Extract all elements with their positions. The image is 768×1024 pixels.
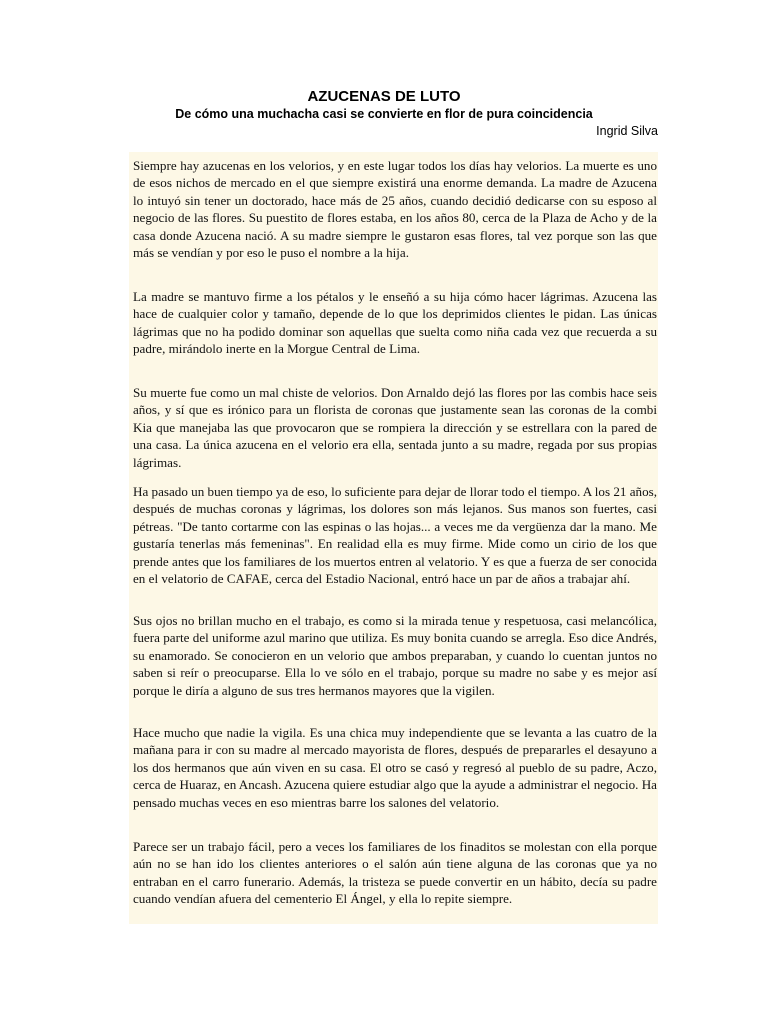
paragraph-2: La madre se mantuvo firme a los pétalos y le enseñó a su hija cómo hacer lágrimas. Azucena las hace de cualquier color y tamaño, depende de lo que los deprimidos clientes le pidan. Las únicas lágrimas que no ha podido dominar son aquellas que suelta como niña cada vez que recuerda a su padre, mirándolo inerte en la Morgue Central de Lima. xyxy=(133,289,657,357)
paragraph-5: Sus ojos no brillan mucho en el trabajo, es como si la mirada tenue y respetuosa, casi melancólica, fuera parte del uniforme azul marino que utiliza. Es muy bonita cuando se arregla. Eso dice Andrés, su enamorado. Se conocieron en un velorio que ambos preparaban, y cuando lo cuentan juntos no saben si reír o preocuparse. Ella lo ve sólo en el trabajo, porque su madre no sabe y es mejor así porque le diría a alguno de sus tres hermanos mayores que la vigilen. xyxy=(133,613,657,698)
document-title: AZUCENAS DE LUTO xyxy=(307,88,461,105)
paragraph-7: Parece ser un trabajo fácil, pero a veces los familiares de los finaditos se molestan con ella porque aún no se han ido los clientes anteriores o el salón aún tiene alguna de las coronas que ya no entraban en el carro funerario. Además, la tristeza se puede convertir en un hábito, decía su padre cuando vendían afuera del cementerio El Ángel, y ella lo repite siempre. xyxy=(133,839,657,907)
paragraph-6: Hace mucho que nadie la vigila. Es una chica muy independiente que se levanta a las cuatro de la mañana para ir con su madre al mercado mayorista de flores, después de prepararles el desayuno a los dos hermanos que aún viven en su casa. El otro se casó y regresó al pueblo de su padre, Aczo, cerca de Huaraz, en Ancash. Azucena quiere estudiar algo que la ayude a administrar el negocio. Ha pensado muchas veces en eso mientras barre los salones del velatorio. xyxy=(133,725,657,810)
author-name: Ingrid Silva xyxy=(596,124,658,138)
paragraph-1: Siempre hay azucenas en los velorios, y en este lugar todos los días hay velorios. La muerte es uno de esos nichos de mercado en el que siempre existirá una enorme demanda. La madre de Azucena lo intuyó sin tener un doctorado, hace más de 25 años, cuando decidió dedicarse con su esposo al negocio de las flores. Su puestito de flores estaba, en los años 80, cerca de la Plaza de Acho y de la casa donde Azucena nació. A su madre siempre le gustaron esas flores, tal vez porque son las que más se vendían y por eso le puso el nombre a la hija. xyxy=(133,158,657,261)
document-subtitle: De cómo una muchacha casi se convierte en flor de pura coincidencia xyxy=(175,107,593,121)
paragraph-4: Ha pasado un buen tiempo ya de eso, lo suficiente para dejar de llorar todo el tiempo. A los 21 años, después de muchas coronas y lágrimas, los dolores son más lejanos. Sus manos son fuertes, casi pétreas. "De tanto cortarme con las espinas o las hojas... a veces me da vergüenza dar la mano. Me gustaría tenerlas más femeninas". En realidad ella es muy firme. Mide como un cirio de los que prende antes que los familiares de los muertos entren al velatorio. Y es que a fuerza de ser conocida en el velatorio de CAFAE, cerca del Estadio Nacional, entró hace un par de años a trabajar ahí. xyxy=(133,484,657,587)
paragraph-3: Su muerte fue como un mal chiste de velorios. Don Arnaldo dejó las flores por las combis hace seis años, y sí que es irónico para un florista de coronas que justamente sean las coronas de la combi Kia que manejaba las que provocaron que se rompiera la dirección y se estrellara con la pared de una casa. La única azucena en el velorio era ella, sentada junto a su madre, regada por sus propias lágrimas. xyxy=(133,385,657,470)
